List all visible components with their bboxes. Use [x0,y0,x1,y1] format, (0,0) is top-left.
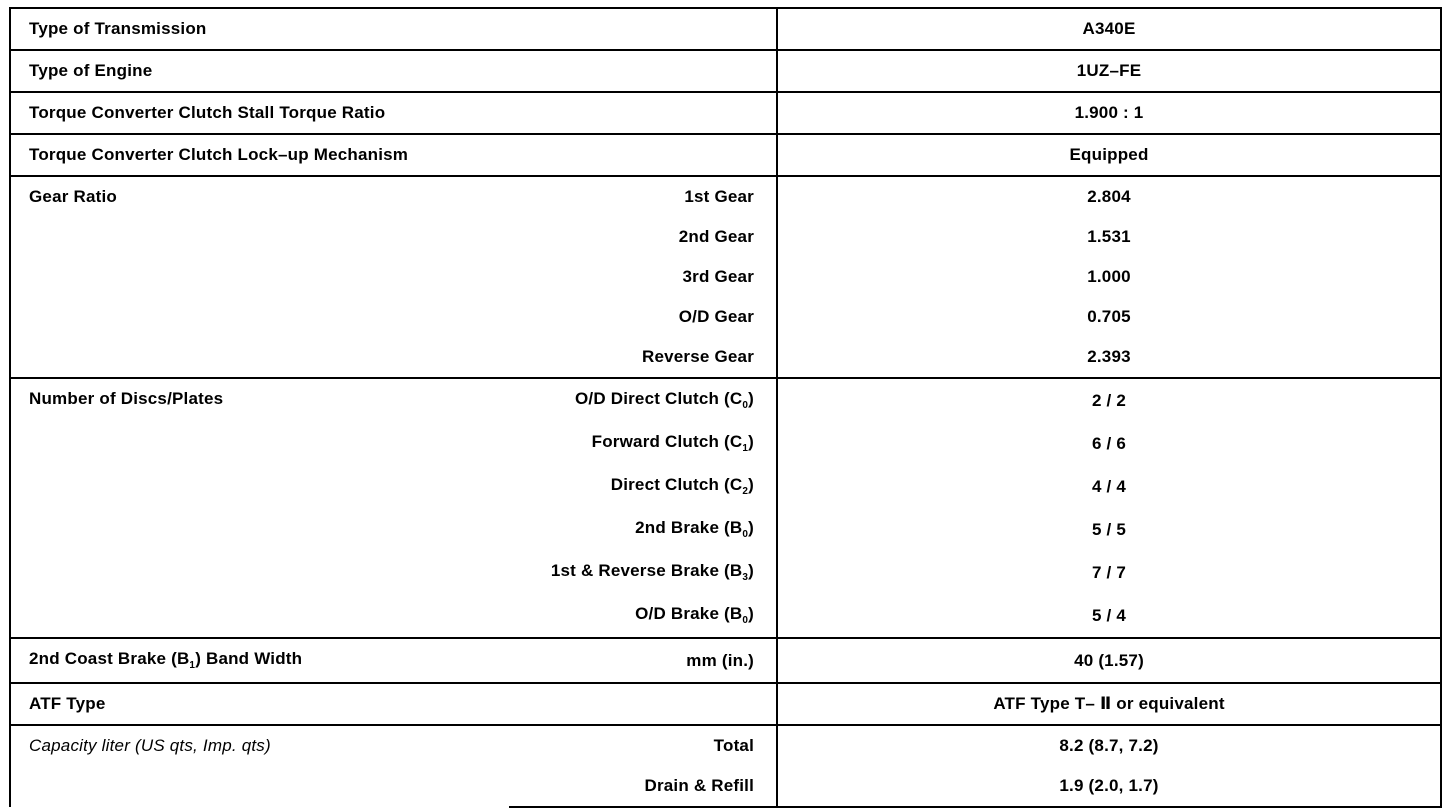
row-label-discs-plates: Number of Discs/Plates [10,378,509,638]
table-row [10,50,1441,92]
row-label-band-width: 2nd Coast Brake $(B_1)$ Band Width [10,638,509,683]
row-label-engine-type: Type of Engine [10,50,777,92]
gear-ratio-sub-reverse: Reverse Gear [641,347,755,366]
discs-sub-forward-clutch: Forward Clutch $(C_1)$ [591,432,755,454]
discs-value-od-direct-clutch: 2 / 2 [777,378,1441,422]
discs-sub-direct-clutch: Direct Clutch $(C_2)$ [610,475,755,497]
discs-sub-2nd-brake: 2nd Brake $(B_0)$ [635,518,755,540]
table-row [10,176,1441,217]
row-value-lockup-mechanism: Equipped [777,134,1441,176]
row-value-atf-type: ATF Type T– Ⅱ or equivalent [777,683,1441,725]
discs-sub-1st-reverse-brake: 1st & Reverse Brake $(B_3)$ [550,561,755,583]
discs-value-1st-reverse-brake: 7 / 7 [777,551,1441,594]
discs-sub-od-brake: O/D Brake $(B_0)$ [635,604,755,626]
gear-ratio-value-reverse: 2.393 [777,337,1441,378]
capacity-sub-drain-refill: Drain & Refill [509,766,777,807]
band-width-unit: mm (in.) [509,638,777,683]
specifications-table [9,7,1442,808]
table-row [10,725,1441,766]
discs-sub-od-direct-clutch: O/D Direct Clutch $(C_0)$ [509,378,777,422]
table-row [10,92,1441,134]
gear-ratio-value-3rd: 1.000 [777,257,1441,297]
discs-value-2nd-brake: 5 / 5 [777,508,1441,551]
gear-ratio-sub-2nd: 2nd Gear [678,227,755,246]
discs-value-direct-clutch: 4 / 4 [777,465,1441,508]
gear-ratio-sub-od: O/D Gear [678,307,755,326]
table-row [10,638,1441,683]
row-label-transmission-type: Type of Transmission [10,8,777,50]
row-label-capacity: Capacity liter (US qts, Imp. qts) [10,725,509,807]
table-row [10,378,1441,422]
row-value-engine-type: 1UZ–FE [777,50,1441,92]
row-label-lockup-mechanism: Torque Converter Clutch Lock–up Mechanism [10,134,777,176]
table-row [10,8,1441,50]
capacity-value-total: 8.2 (8.7, 7.2) [777,725,1441,766]
row-label-atf-type: ATF Type [10,683,777,725]
capacity-sub-total: Total [509,725,777,766]
row-value-stall-torque-ratio: 1.900 : 1 [777,92,1441,134]
table-row [10,683,1441,725]
discs-value-od-brake: 5 / 4 [777,594,1441,638]
gear-ratio-value-2nd: 1.531 [777,217,1441,257]
row-label-gear-ratio: Gear Ratio [10,176,509,378]
discs-value-forward-clutch: 6 / 6 [777,422,1441,465]
gear-ratio-sub-1st: 1st Gear [509,176,777,217]
gear-ratio-value-1st: 2.804 [777,176,1441,217]
table-row [10,134,1441,176]
row-value-band-width: 40 (1.57) [777,638,1441,683]
capacity-value-drain-refill: 1.9 (2.0, 1.7) [777,766,1441,807]
row-label-stall-torque-ratio: Torque Converter Clutch Stall Torque Ratio [10,92,777,134]
row-value-transmission-type: A340E [777,8,1441,50]
gear-ratio-sub-3rd: 3rd Gear [682,267,755,286]
gear-ratio-value-od: 0.705 [777,297,1441,337]
